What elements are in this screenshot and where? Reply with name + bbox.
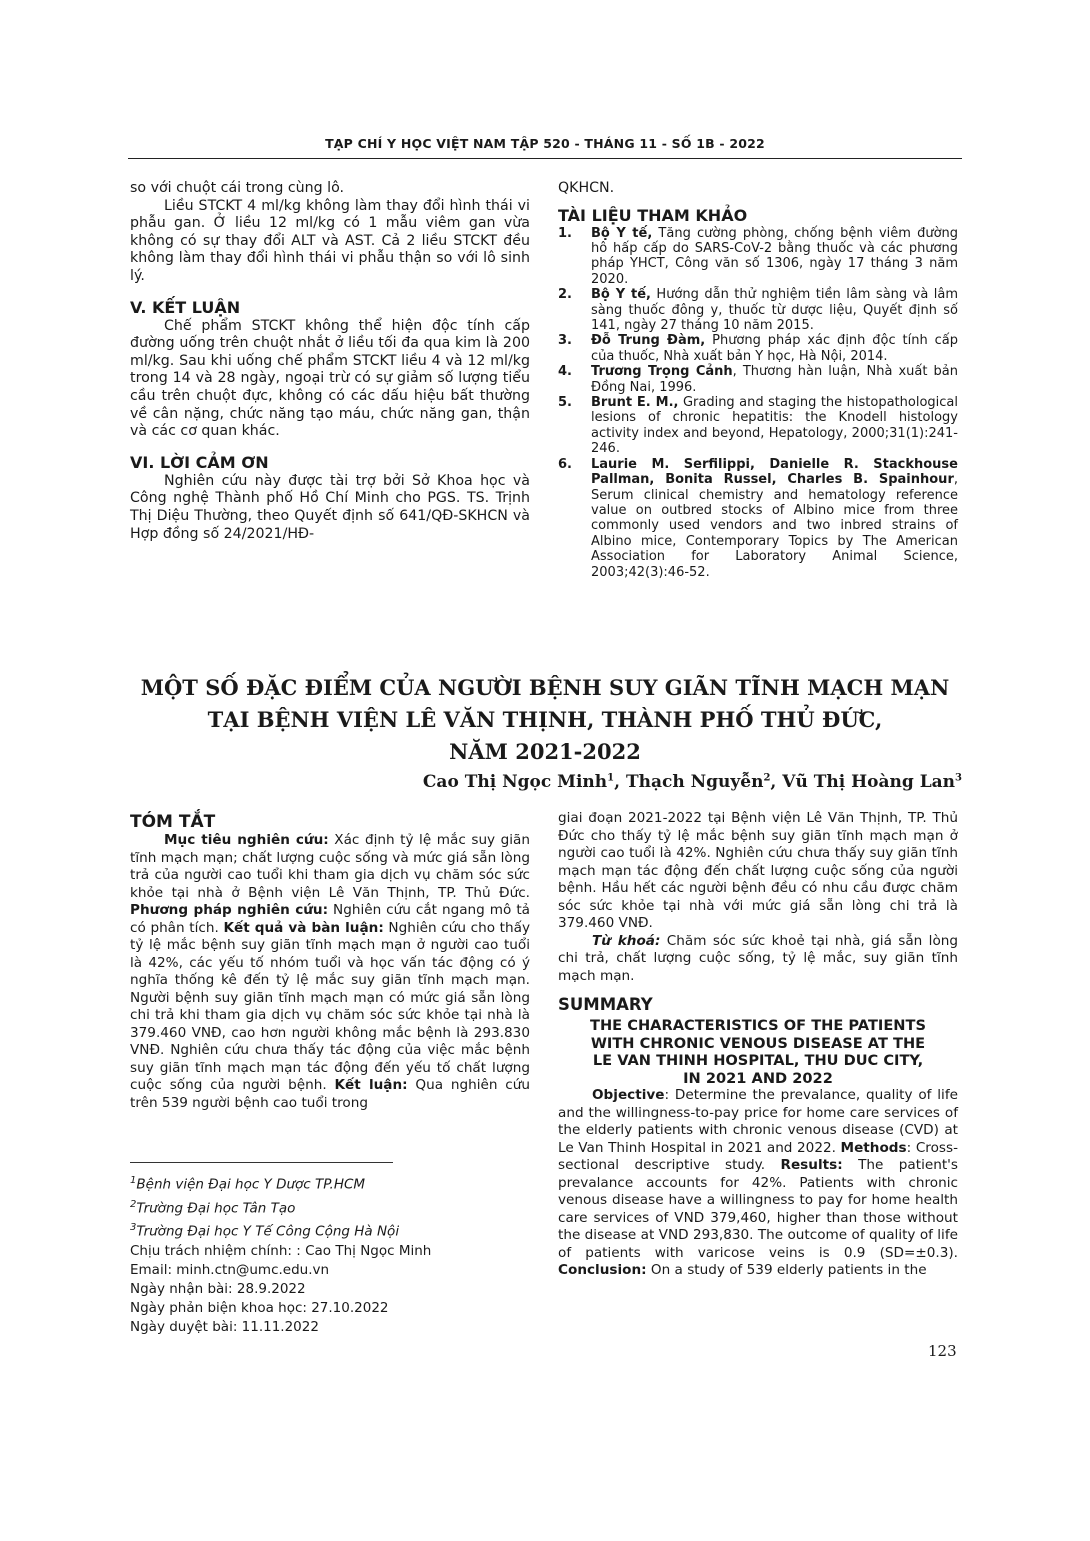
abstract-body: Mục tiêu nghiên cứu: Xác định tỷ lệ mắc suy giãn tĩnh mạch mạn; chất lượng cuộc sống và mức giá sẵn lòng trả của người cao tuổi khi tham gia dịch vụ chăm sóc sức khỏe tại nhà ở Bệnh viện Lê Văn Thịnh, TP. Thủ Đức. Phương pháp nghiên cứu: Nghiên cứu cắt ngang mô tả có phân tích. Kết quả và bàn luận: Nghiên cứu cho thấy tỷ lệ mắc bệnh suy giãn tĩnh mạch mạn ở người cao tuổi là 42%, các yếu tố nhóm tuổi và học vấn tác động có ý nghĩa thống kê đến tỷ lệ mắc suy giãn tĩnh mạch mạn. Người bệnh suy giãn tĩnh mạch mạn có mức giá sẵn lòng chi trả khi tham gia dịch vụ chăm sóc sức khỏe tại nhà là 379.460 VNĐ, cao hơn người không mắc bệnh là 293.830 VNĐ. Nghiên cứu chưa thấy tác động của việc mắc bệnh suy giãn tĩnh mạch mạn tác động đến yếu tố chất lượng cuộc sống của người bệnh. Kết luận: Qua nghiên cứu trên 539 người bệnh cao tuổi trong bbox=[130, 832, 531, 1111]
author-affiliation-marker: 3 bbox=[955, 772, 962, 784]
keywords: Chăm sóc sức khoẻ tại nhà, giá sẵn lòng chi trả, chất lượng cuộc sống, tỷ lệ mắc, suy giãn tĩnh mạch mạn. bbox=[558, 932, 959, 984]
reference-author: Bộ Y tế, bbox=[591, 225, 653, 241]
reference-number: 1. bbox=[558, 225, 572, 241]
reference-author: Trương Trọng Cảnh bbox=[591, 364, 733, 380]
reference-text: Phương pháp xác định độc tính cấp của thuốc, Nhà xuất bản Y học, Hà Nội, 2014. bbox=[591, 333, 958, 364]
corresponding-author: Chịu trách nhiệm chính: : Cao Thị Ngọc Minh bbox=[130, 1242, 432, 1259]
reference-item bbox=[558, 287, 958, 333]
reference-number: 3. bbox=[558, 333, 572, 349]
summary-title-line: LE VAN THINH HOSPITAL, THU DUC CITY, bbox=[592, 1052, 924, 1070]
reference-author: Bộ Y tế, bbox=[591, 287, 651, 303]
paragraph: Nghiên cứu này được tài trợ bởi Sở Khoa học và Công nghệ Thành phố Hồ Chí Minh cho PGS. TS. Trịnh Thị Diệu Thường, theo Quyết định số 641/QĐ-SKHCN và Hợp đồng số 24/2021/HĐ- bbox=[130, 472, 530, 542]
page-number: 123 bbox=[928, 1342, 957, 1360]
summary-title-line: WITH CHRONIC VENOUS DISEASE AT THE bbox=[590, 1034, 926, 1052]
label-results: Results: bbox=[780, 1157, 843, 1174]
title-line: NĂM 2021-2022 bbox=[449, 739, 641, 764]
label-tu-khoa: Từ khoá: bbox=[592, 932, 661, 949]
reference-text: Hướng dẫn thử nghiệm tiền lâm sàng và lâm sàng thuốc đông y, thuốc từ dược liệu, Quyết định số 141, ngày 27 tháng 10 năm 2015. bbox=[591, 287, 958, 334]
reference-number: 4. bbox=[558, 364, 572, 380]
paragraph: so với chuột cái trong cùng lô. bbox=[130, 180, 345, 196]
section-heading-loi-cam-on: VI. LỜI CẢM ƠN bbox=[130, 452, 269, 472]
previous-article-left-column bbox=[130, 180, 530, 543]
date-received: Ngày nhận bài: 28.9.2022 bbox=[130, 1280, 306, 1297]
header-rule bbox=[128, 158, 962, 159]
summary-title-line: THE CHARACTERISTICS OF THE PATIENTS bbox=[590, 1017, 926, 1034]
email: Email: minh.ctn@umc.edu.vn bbox=[130, 1261, 330, 1278]
author-name: Cao Thị Ngọc Minh bbox=[422, 772, 608, 792]
author-affiliation-marker: 1 bbox=[607, 772, 615, 784]
author-name: Thạch Nguyễn bbox=[625, 772, 764, 792]
reference-number: 5. bbox=[558, 395, 572, 411]
reference-text: , Serum clinical chemistry and hematology reference value on outbred stocks of Albino mice from three commonly used vendors and two inbred strains of Albino mice, Contemporary Topics by The American Association for Laboratory Animal Science, 2003;42(3):46-52. bbox=[591, 472, 958, 580]
date-reviewed: Ngày phản biện khoa học: 27.10.2022 bbox=[130, 1299, 389, 1316]
footnotes: $^1$Bệnh viện Đại học Y Dược TP.HCM $^2$Trường Đại học Tân Tạo $^3$Trường Đại học Y Tế Công Cộng Hà Nội Chịu trách nhiệm chính: : Cao Thị Ngọc Minh Email: minh.ctn@umc.edu.vn Ngày nhận bài: 28.9.2022 Ngày phản biện khoa học: 27.10.2022 Ngày duyệt bài: 11.11.2022 bbox=[130, 1175, 432, 1335]
label-conclusion: Conclusion: bbox=[558, 1262, 647, 1279]
summary-title-line: IN 2021 AND 2022 bbox=[683, 1069, 833, 1087]
affiliation-3: Trường Đại học Y Tế Công Cộng Hà Nội bbox=[136, 1223, 400, 1240]
label-phuong-phap: Phương pháp nghiên cứu: bbox=[130, 902, 329, 918]
journal-header: TẠP CHÍ Y HỌC VIỆT NAM TẬP 520 - THÁNG 11 - SỐ 1B - 2022 bbox=[325, 136, 765, 151]
reference-item bbox=[558, 364, 958, 395]
reference-list bbox=[558, 226, 958, 580]
author-affiliation-marker: 2 bbox=[763, 772, 771, 784]
summary-title bbox=[558, 1017, 958, 1087]
article-title bbox=[100, 672, 990, 768]
label-objective: Objective bbox=[592, 1087, 665, 1104]
reference-item bbox=[558, 457, 958, 580]
abstract-heading: TÓM TẮT bbox=[130, 812, 216, 832]
paragraph-continuation: QKHCN. bbox=[558, 180, 615, 196]
reference-author: Laurie M. Serfilippi, Danielle R. Stackhouse Pallman, Bonita Russel, Charles B. Spainhour bbox=[591, 456, 958, 488]
summary-heading: SUMMARY bbox=[558, 995, 653, 1014]
summary-body: Objective: Determine the prevalance, quality of life and the willingness-to-pay price for home care services of the elderly patients with chronic venous disease (CVD) at Le Van Thinh Hospital in 2021 and 2022. Methods: Cross-sectional descriptive study. Results: The patient's prevalance accounts for 42%. Patients with chronic venous disease have a willingness to pay for home health care services of VND 379,460, higher than those without the disease at VND 293,830. The outcome of quality of life of patients with varicose veins is 0.9 (SD=±0.3). Conclusion: On a study of 539 elderly patients in the bbox=[558, 1087, 958, 1279]
abstract-vietnamese bbox=[130, 812, 530, 1112]
reference-number: 6. bbox=[558, 456, 572, 472]
reference-author: Đỗ Trung Đàm, bbox=[591, 333, 706, 349]
reference-text: Grading and staging the histopathological lesions of chronic hepatitis: the Knodell histology activity index and beyond, Hepatology, 2000;31(1):241-246. bbox=[591, 395, 958, 457]
author-name: Vũ Thị Hoàng Lan bbox=[782, 772, 956, 792]
reference-item bbox=[558, 333, 958, 364]
paragraph: Chế phẩm STCKT không thể hiện độc tính cấp đường uống trên chuột nhắt ở liều tối đa qua kim là 200 ml/kg. Sau khi uống chế phẩm STCKT liều 4 và 12 ml/kg trong 14 và 28 ngày, ngoại trừ có sự giảm số lượng tiểu cầu trên chuột đực, không có các dấu hiệu bất thường về cân nặng, chức năng tạo máu, chức năng gan, thận và các cơ quan khác. bbox=[130, 317, 530, 440]
affiliation-2: Trường Đại học Tân Tạo bbox=[136, 1200, 296, 1216]
label-ket-luan: Kết luận: bbox=[334, 1077, 408, 1093]
abstract-conclusion: Qua nghiên cứu trên 539 người bệnh cao tuổi trong bbox=[130, 1077, 531, 1111]
reference-item bbox=[558, 226, 958, 288]
references-heading: TÀI LIỆU THAM KHẢO bbox=[558, 205, 748, 225]
date-accepted: Ngày duyệt bài: 11.11.2022 bbox=[130, 1318, 319, 1335]
author-list: Cao Thị Ngọc Minh$^1$, Thạch Nguyễn$^2$, Vũ Thị Hoàng Lan$^3$ bbox=[422, 772, 962, 792]
title-line: MỘT SỐ ĐẶC ĐIỂM CỦA NGƯỜI BỆNH SUY GIÃN TĨNH MẠCH MẠN bbox=[140, 675, 950, 700]
reference-author: Brunt E. M., bbox=[591, 395, 679, 411]
title-line: TẠI BỆNH VIỆN LÊ VĂN THỊNH, THÀNH PHỐ THỦ ĐỨC, bbox=[207, 707, 883, 732]
reference-text: , Thương hàn luận, Nhà xuất bản Đồng Nai, 1996. bbox=[591, 364, 958, 395]
label-methods: Methods bbox=[840, 1139, 907, 1156]
section-heading-ket-luan: V. KẾT LUẬN bbox=[130, 297, 241, 317]
abstract-continuation bbox=[558, 810, 958, 985]
abstract-right-column bbox=[558, 810, 958, 1280]
reference-text: Tăng cường phòng, chống bệnh viêm đường hô hấp cấp do SARS-CoV-2 bằng thuốc và các phương pháp YHCT, Công văn số 1306, ngày 17 tháng 3 năm 2020. bbox=[591, 225, 959, 287]
footnote-rule bbox=[130, 1162, 393, 1163]
paragraph: Liều STCKT 4 ml/kg không làm thay đổi hình thái vi phẫu gan. Ở liều 12 ml/kg có 1 mẫu viêm gan vừa không có sự thay đổi ALT và AST. Cả 2 liều STCKT đều không làm thay đổi hình thái vi phẫu thận so với lô sinh lý. bbox=[130, 197, 530, 284]
affiliation-1: Bệnh viện Đại học Y Dược TP.HCM bbox=[136, 1176, 366, 1193]
reference-item bbox=[558, 395, 958, 457]
previous-article-right-column bbox=[558, 180, 958, 580]
reference-number: 2. bbox=[558, 287, 572, 303]
label-ket-qua: Kết quả và bàn luận: bbox=[223, 919, 384, 936]
abstract-conclusion-continued: giai đoạn 2021-2022 tại Bệnh viện Lê Văn Thịnh, TP. Thủ Đức cho thấy tỷ lệ mắc bệnh suy giãn tĩnh mạch mạn ở người cao tuổi là 42%. Nghiên cứu chưa thấy suy giãn tĩnh mạch mạn tác động đến chất lượng cuộc sống của người bệnh. Hầu hết các người bệnh đều có nhu cầu được chăm sóc sức khỏe tại nhà với mức giá sẵn lòng chi trả là 379.460 VNĐ. bbox=[558, 810, 958, 931]
label-muc-tieu: Mục tiêu nghiên cứu: bbox=[164, 832, 329, 848]
